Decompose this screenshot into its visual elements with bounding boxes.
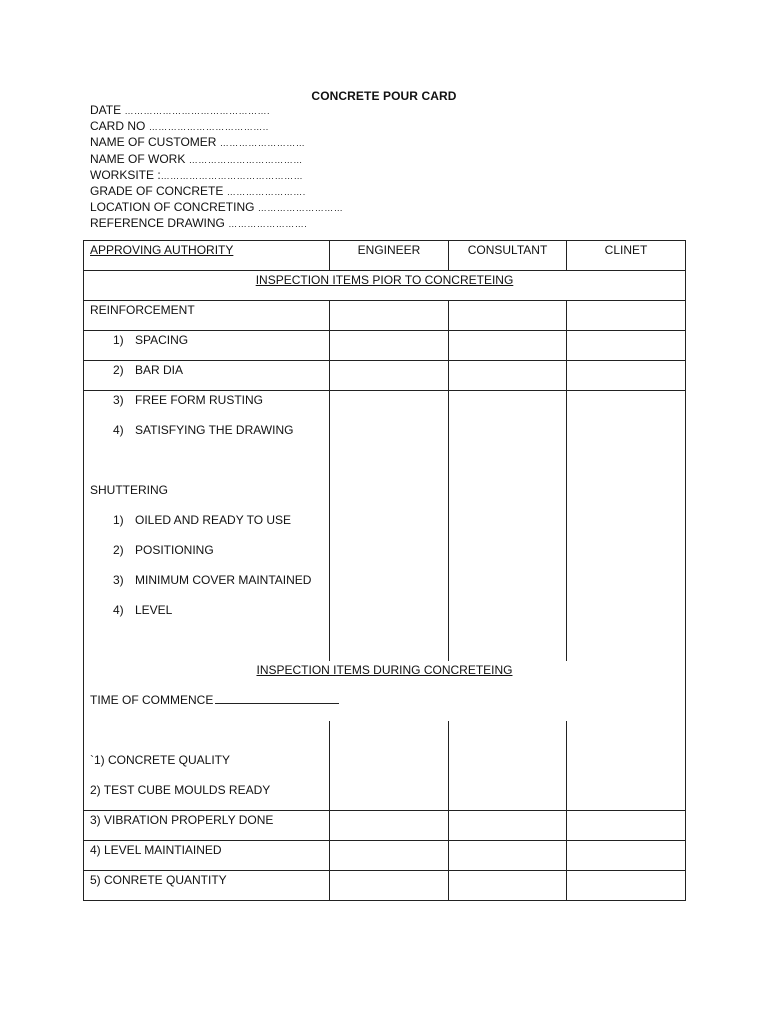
consultant-check-cell[interactable] <box>449 301 567 331</box>
consultant-check-cell[interactable] <box>449 751 567 781</box>
drawing-dots: ……………………. <box>228 219 308 230</box>
consultant-check-cell[interactable] <box>449 781 567 811</box>
drawing-field[interactable] <box>90 216 343 232</box>
table-row <box>84 571 686 601</box>
section-during-heading: INSPECTION ITEMS DURING CONCRETEING <box>84 661 686 691</box>
shuttering-item <box>84 601 330 631</box>
grade-label: GRADE OF CONCRETE <box>90 184 224 199</box>
card-no-label: CARD NO <box>90 119 146 134</box>
engineer-check-cell[interactable] <box>330 601 449 631</box>
engineer-check-cell[interactable] <box>330 721 449 751</box>
reinforcement-item <box>84 331 330 361</box>
section-row <box>84 661 686 691</box>
consultant-check-cell[interactable] <box>449 811 567 841</box>
grade-field[interactable] <box>90 184 343 200</box>
client-check-cell[interactable] <box>567 781 686 811</box>
consultant-check-cell[interactable] <box>449 871 567 901</box>
during-item: 5) CONRETE QUANTITY <box>84 871 330 901</box>
approving-authority-header: APPROVING AUTHORITY <box>84 241 330 271</box>
client-check-cell[interactable] <box>567 841 686 871</box>
engineer-check-cell[interactable] <box>330 481 449 511</box>
engineer-check-cell[interactable] <box>330 361 449 391</box>
engineer-check-cell[interactable] <box>330 781 449 811</box>
table-row <box>84 841 686 871</box>
client-check-cell[interactable] <box>567 541 686 571</box>
engineer-check-cell[interactable] <box>330 391 449 421</box>
engineer-check-cell[interactable] <box>330 811 449 841</box>
worksite-field[interactable] <box>90 168 343 184</box>
consultant-check-cell[interactable] <box>449 481 567 511</box>
blank-cell <box>84 631 330 661</box>
drawing-label: REFERENCE DRAWING <box>90 216 225 231</box>
section-row <box>84 271 686 301</box>
shuttering-item <box>84 511 330 541</box>
consultant-header: CONSULTANT <box>449 241 567 271</box>
consultant-check-cell[interactable] <box>449 631 567 661</box>
engineer-check-cell[interactable] <box>330 511 449 541</box>
table-row <box>84 421 686 451</box>
shuttering-item <box>84 541 330 571</box>
consultant-check-cell[interactable] <box>449 511 567 541</box>
table-row <box>84 301 686 331</box>
reinforcement-item <box>84 361 330 391</box>
work-label: NAME OF WORK <box>90 151 186 166</box>
work-dots: ……………………………… <box>188 154 303 165</box>
table-row <box>84 511 686 541</box>
client-check-cell[interactable] <box>567 361 686 391</box>
client-check-cell[interactable] <box>567 631 686 661</box>
shuttering-item <box>84 571 330 601</box>
location-field[interactable] <box>90 200 343 216</box>
consultant-check-cell[interactable] <box>449 331 567 361</box>
consultant-check-cell[interactable] <box>449 721 567 751</box>
item-text: FREE FORM RUSTING <box>135 393 263 407</box>
engineer-check-cell[interactable] <box>330 421 449 451</box>
worksite-label: WORKSITE : <box>90 167 161 182</box>
client-check-cell[interactable] <box>567 391 686 421</box>
item-text: POSITIONING <box>135 542 214 557</box>
table-row <box>84 541 686 571</box>
client-check-cell[interactable] <box>567 871 686 901</box>
customer-dots: ……………………… <box>219 138 306 149</box>
client-check-cell[interactable] <box>567 511 686 541</box>
client-check-cell[interactable] <box>567 331 686 361</box>
engineer-check-cell[interactable] <box>330 451 449 481</box>
time-of-commence-label: TIME OF COMMENCE <box>90 692 214 707</box>
client-check-cell[interactable] <box>567 811 686 841</box>
reinforcement-label: REINFORCEMENT <box>84 301 330 331</box>
location-label: LOCATION OF CONCRETING <box>90 200 255 215</box>
during-item: 3) VIBRATION PROPERLY DONE <box>84 811 330 841</box>
client-check-cell[interactable] <box>567 571 686 601</box>
item-text: LEVEL <box>135 602 173 617</box>
engineer-check-cell[interactable] <box>330 871 449 901</box>
table-row <box>84 811 686 841</box>
header-fields <box>90 103 343 233</box>
item-text: SPACING <box>135 333 189 347</box>
work-field[interactable] <box>90 152 343 168</box>
item-number: 2) <box>113 363 124 377</box>
table-row <box>84 331 686 361</box>
table-row <box>84 781 686 811</box>
date-field[interactable] <box>90 103 343 119</box>
date-label: DATE <box>90 103 122 117</box>
engineer-check-cell[interactable] <box>330 541 449 571</box>
table-row <box>84 391 686 421</box>
consultant-check-cell[interactable] <box>449 391 567 421</box>
blank-cell <box>84 451 330 481</box>
during-item: `1) CONCRETE QUALITY <box>84 751 330 781</box>
location-dots: ……………………… <box>257 203 344 214</box>
item-number: 1) <box>113 512 124 527</box>
client-check-cell[interactable] <box>567 451 686 481</box>
table-row <box>84 481 686 511</box>
engineer-check-cell[interactable] <box>330 331 449 361</box>
blank-cell <box>84 721 330 751</box>
shuttering-label: SHUTTERING <box>84 481 330 511</box>
card-no-field[interactable] <box>90 119 343 135</box>
client-check-cell[interactable] <box>567 601 686 631</box>
table-row <box>84 721 686 751</box>
table-row <box>84 631 686 661</box>
consultant-check-cell[interactable] <box>449 841 567 871</box>
client-header: CLINET <box>567 241 686 271</box>
consultant-check-cell[interactable] <box>449 601 567 631</box>
item-text: MINIMUM COVER MAINTAINED <box>135 572 312 587</box>
time-of-commence-input[interactable] <box>215 693 339 704</box>
table-row <box>84 871 686 901</box>
pour-card-table <box>83 240 686 901</box>
during-item: 2) TEST CUBE MOULDS READY <box>84 781 330 811</box>
client-check-cell[interactable] <box>567 421 686 451</box>
client-check-cell[interactable] <box>567 721 686 751</box>
table-header-row <box>84 241 686 271</box>
item-number: 4) <box>113 602 124 617</box>
customer-field[interactable] <box>90 135 343 151</box>
section-prior-heading: INSPECTION ITEMS PIOR TO CONCRETEING <box>84 271 686 301</box>
reinforcement-item <box>84 421 330 451</box>
card-no-dots: ……………………………….. <box>148 122 269 133</box>
consultant-check-cell[interactable] <box>449 451 567 481</box>
reinforcement-item <box>84 391 330 421</box>
engineer-check-cell[interactable] <box>330 631 449 661</box>
consultant-check-cell[interactable] <box>449 361 567 391</box>
engineer-check-cell[interactable] <box>330 841 449 871</box>
engineer-check-cell[interactable] <box>330 571 449 601</box>
table-row <box>84 451 686 481</box>
consultant-check-cell[interactable] <box>449 421 567 451</box>
page-title: CONCRETE POUR CARD <box>311 89 457 103</box>
item-number: 4) <box>113 422 124 437</box>
client-check-cell[interactable] <box>567 481 686 511</box>
client-check-cell[interactable] <box>567 301 686 331</box>
item-number: 1) <box>113 333 124 347</box>
date-dots: ………………………………………. <box>124 106 270 116</box>
customer-label: NAME OF CUSTOMER <box>90 135 217 150</box>
item-text: OILED AND READY TO USE <box>135 512 292 527</box>
consultant-check-cell[interactable] <box>449 541 567 571</box>
grade-dots: ……………………. <box>226 187 306 198</box>
item-text: SATISFYING THE DRAWING <box>135 422 294 437</box>
engineer-check-cell[interactable] <box>330 751 449 781</box>
table-row <box>84 751 686 781</box>
table-row <box>84 691 686 721</box>
item-number: 2) <box>113 542 124 557</box>
time-of-commence-row <box>84 691 686 721</box>
item-number: 3) <box>113 393 124 407</box>
client-check-cell[interactable] <box>567 751 686 781</box>
item-number: 3) <box>113 572 124 587</box>
engineer-check-cell[interactable] <box>330 301 449 331</box>
table-row <box>84 601 686 631</box>
consultant-check-cell[interactable] <box>449 571 567 601</box>
engineer-header: ENGINEER <box>330 241 449 271</box>
table-row <box>84 361 686 391</box>
item-text: BAR DIA <box>135 363 184 377</box>
worksite-dots: ……………………………………… <box>160 170 304 181</box>
during-item: 4) LEVEL MAINTIAINED <box>84 841 330 871</box>
